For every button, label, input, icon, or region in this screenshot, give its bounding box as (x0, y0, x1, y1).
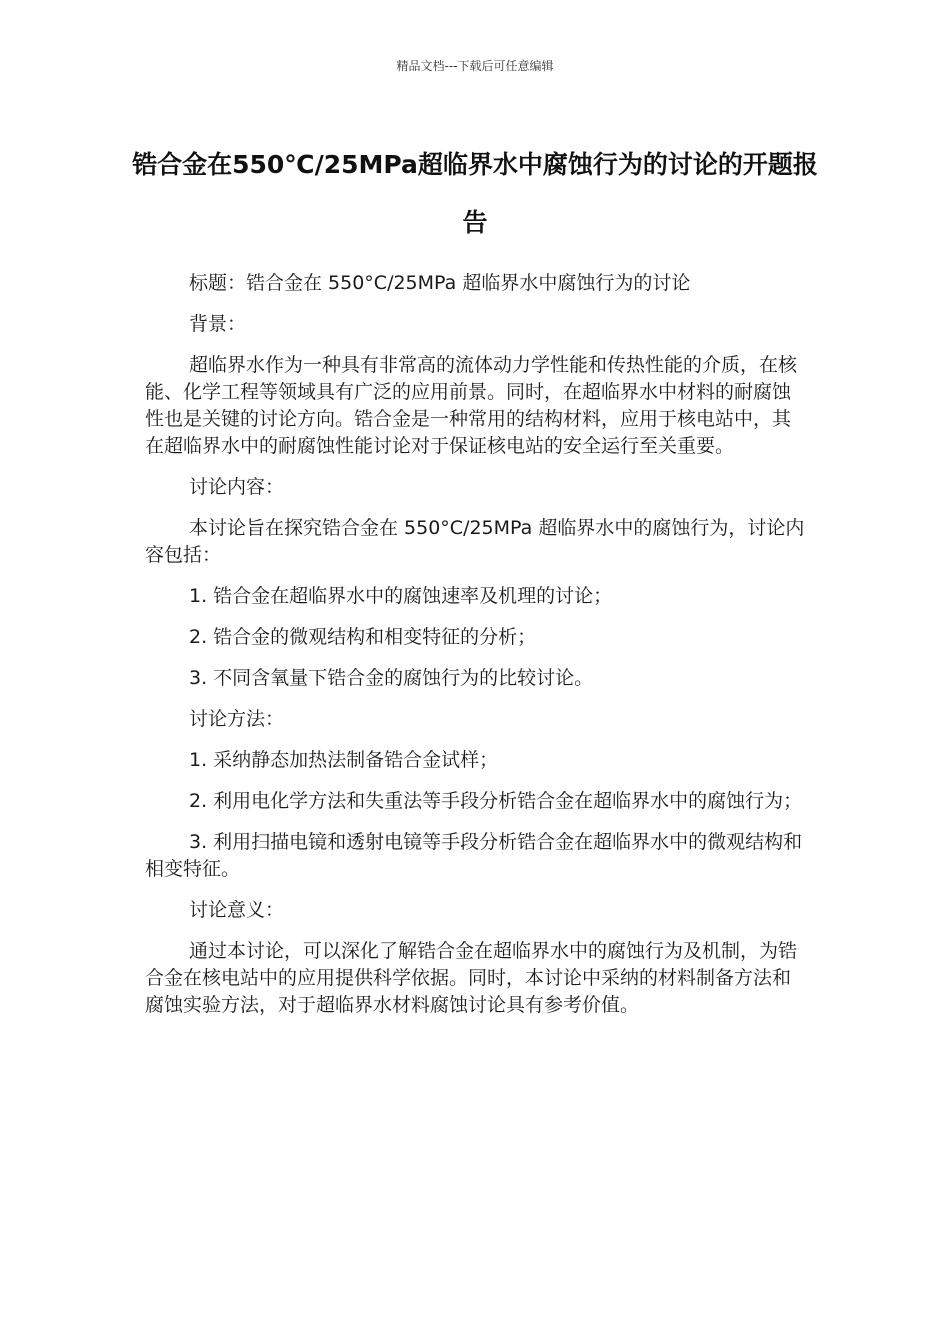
document-title: 锆合金在550℃/25MPa超临界水中腐蚀行为的讨论的开题报告 (132, 150, 818, 237)
paragraph-significance: 通过本讨论，可以深化了解锆合金在超临界水中的腐蚀行为及机制，为锆合金在核电站中的应用提供科学依据。同时，本讨论中采纳的材料制备方法和腐蚀实验方法，对于超临界水材料腐蚀讨论具有参考价值。 (145, 940, 798, 1016)
list-item-content-1: 1. 锆合金在超临界水中的腐蚀速率及机理的讨论； (189, 585, 613, 607)
heading-background: 背景： (189, 313, 247, 335)
heading-significance: 讨论意义： (189, 899, 285, 921)
document-body (145, 270, 805, 1033)
heading-methods: 讨论方法： (189, 708, 285, 730)
list-item-method-3: 3. 利用扫描电镜和透射电镜等手段分析锆合金在超临界水中的微观结构和相变特征。 (145, 831, 803, 880)
paragraph-title-line: 标题：锆合金在 550°C/25MPa 超临界水中腐蚀行为的讨论 (189, 272, 691, 294)
page-header: 精品文档---下载后可任意编辑 (396, 59, 554, 73)
heading-content: 讨论内容： (189, 476, 285, 498)
paragraph-content-intro: 本讨论旨在探究锆合金在 550°C/25MPa 超临界水中的腐蚀行为，讨论内容包括： (145, 517, 805, 566)
list-item-content-2: 2. 锆合金的微观结构和相变特征的分析； (189, 626, 537, 648)
list-item-content-3: 3. 不同含氧量下锆合金的腐蚀行为的比较讨论。 (189, 667, 594, 689)
paragraph-background: 超临界水作为一种具有非常高的流体动力学性能和传热性能的介质，在核能、化学工程等领域具有广泛的应用前景。同时，在超临界水中材料的耐腐蚀性也是关键的讨论方向。锆合金是一种常用的结构材料，应用于核电站中，其在超临界水中的耐腐蚀性能讨论对于保证核电站的安全运行至关重要。 (145, 354, 798, 457)
list-item-method-2: 2. 利用电化学方法和失重法等手段分析锆合金在超临界水中的腐蚀行为； (189, 790, 803, 812)
list-item-method-1: 1. 采纳静态加热法制备锆合金试样； (189, 749, 499, 771)
